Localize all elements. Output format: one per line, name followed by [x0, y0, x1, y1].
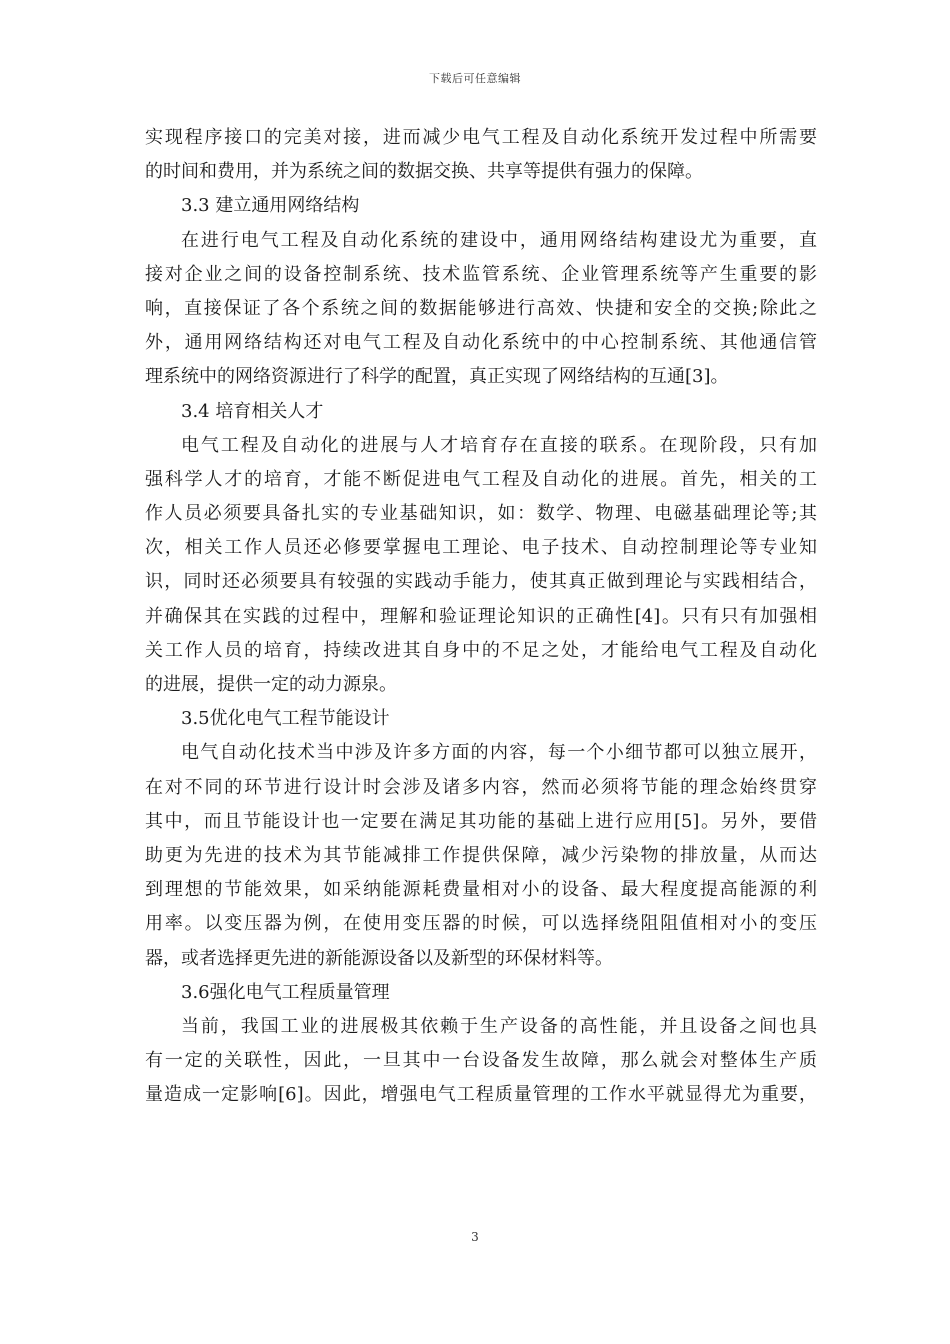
text-line: 理系统中的网络资源进行了科学的配置，真正实现了网络结构的互通[3]。	[145, 366, 729, 388]
text-line: 强科学人才的培育，才能不断促进电气工程及自动化的进展。首先，相关的工	[145, 468, 817, 490]
text-line: 在进行电气工程及自动化系统的建设中，通用网络结构建设尤为重要，直	[181, 229, 817, 251]
text-line: 量造成一定影响[6]。因此，增强电气工程质量管理的工作水平就显得尤为重要，	[145, 1084, 817, 1106]
text-line: 识，同时还必须要具有较强的实践动手能力，使其真正做到理论与实践相结合，	[145, 571, 817, 593]
page-number: 3	[471, 1230, 479, 1244]
text-line: 3.4 培育相关人才	[181, 400, 324, 422]
text-line: 实现程序接口的完美对接，进而减少电气工程及自动化系统开发过程中所需要	[145, 127, 817, 148]
text-line: 并确保其在实践的过程中，理解和验证理论知识的正确性[4]。只有只有加强相	[145, 605, 817, 627]
text-line: 外，通用网络结构还对电气工程及自动化系统中的中心控制系统、其他通信管	[145, 332, 817, 354]
text-line: 在对不同的环节进行设计时会涉及诸多内容，然而必须将节能的理念始终贯穿	[145, 776, 817, 798]
text-line: 的时间和费用，并为系统之间的数据交换、共享等提供有强力的保障。	[145, 161, 703, 183]
text-line: 接对企业之间的设备控制系统、技术监管系统、企业管理系统等产生重要的影	[145, 263, 817, 285]
document-body	[145, 121, 817, 1112]
text-line: 电气自动化技术当中涉及许多方面的内容，每一个小细节都可以独立展开，	[181, 742, 817, 764]
text-line: 当前，我国工业的进展极其依赖于生产设备的高性能，并且设备之间也具	[181, 1015, 817, 1037]
text-line: 次，相关工作人员还必修要掌握电工理论、电子技术、自动控制理论等专业知	[145, 537, 817, 559]
text-line: 3.6强化电气工程质量管理	[181, 981, 390, 1003]
text-line: 器，或者选择更先进的新能源设备以及新型的环保材料等。	[145, 947, 613, 969]
text-line: 的进展，提供一定的动力源泉。	[145, 674, 397, 695]
text-line: 作人员必须要具备扎实的专业基础知识，如：数学、物理、电磁基础理论等;其	[145, 503, 817, 525]
text-line: 关工作人员的培育，持续改进其自身中的不足之处，才能给电气工程及自动化	[145, 639, 817, 661]
header-note: 下载后可任意编辑	[429, 72, 521, 85]
text-line: 用率。以变压器为例，在使用变压器的时候，可以选择绕阻阻值相对小的变压	[145, 913, 817, 935]
text-line: 其中，而且节能设计也一定要在满足其功能的基础上进行应用[5]。另外，要借	[145, 810, 817, 832]
text-line: 3.5优化电气工程节能设计	[181, 708, 390, 730]
text-line: 3.3 建立通用网络结构	[181, 195, 360, 217]
text-line: 助更为先进的技术为其节能减排工作提供保障，减少污染物的排放量，从而达	[145, 844, 817, 866]
text-line: 有一定的关联性，因此，一旦其中一台设备发生故障，那么就会对整体生产质	[145, 1050, 817, 1072]
text-line: 到理想的节能效果，如采纳能源耗费量相对小的设备、最大程度提高能源的利	[145, 879, 817, 901]
text-line: 响，直接保证了各个系统之间的数据能够进行高效、快捷和安全的交换;除此之	[145, 297, 817, 319]
text-line: 电气工程及自动化的进展与人才培育存在直接的联系。在现阶段，只有加	[181, 434, 817, 456]
